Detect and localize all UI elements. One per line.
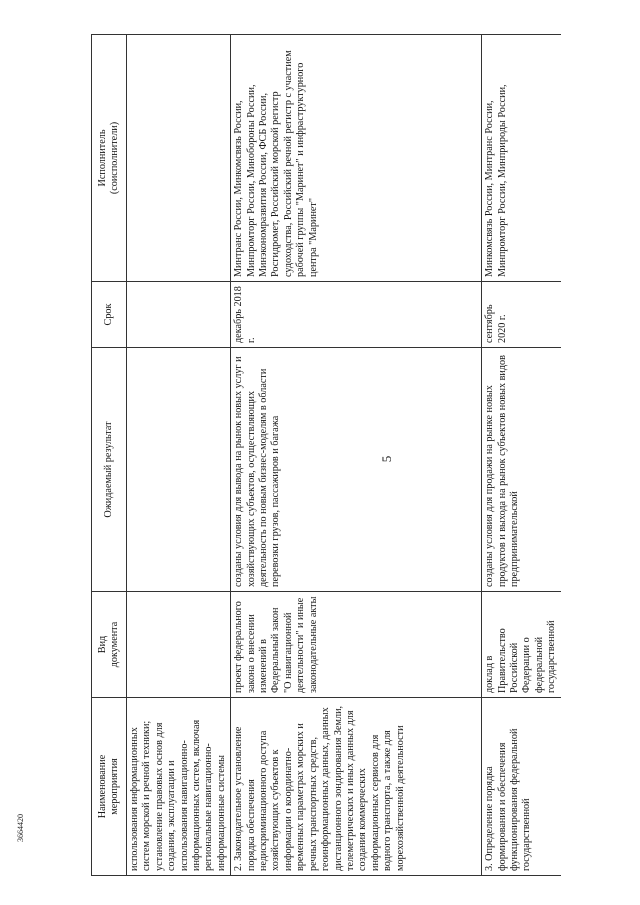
cell-name: 2. Законодательное установление порядка обеспечения недискриминационного доступа хозяйствующих субъектов к информации о координатно-временных параметрах морских и речных транспортных средств, геоинформационных данных, данных дистанционного зондирования Земли, телеметрических и иных данных для создания коммерческих информационных сервисов для водного транспорта, а также для морехозяйственной деятельности <box>231 698 482 876</box>
table-row <box>482 35 561 876</box>
header-executor: Исполнитель (соисполнители) <box>92 35 127 282</box>
measures-table-wrapper <box>91 35 608 876</box>
cell-deadline <box>127 282 231 348</box>
table-header-row <box>92 35 127 876</box>
cell-deadline: декабрь 2018 г. <box>231 282 482 348</box>
footer-code: 3664420 <box>16 814 25 842</box>
cell-document: доклад в Правительство Российской Федерации о федеральной государственной <box>482 592 561 698</box>
table-row <box>231 35 482 876</box>
cell-executor <box>127 35 231 282</box>
cell-result <box>127 348 231 592</box>
header-name: Наименование мероприятия <box>92 698 127 876</box>
header-deadline: Срок <box>92 282 127 348</box>
cell-document: проект федерального закона о внесении изменений в Федеральный закон "О навигационной деятельности" и иные законодательные акты <box>231 592 482 698</box>
measures-table <box>91 34 561 876</box>
cell-name: использования информационных систем морской и речной техники; установление правовых основ для создания, эксплуатации и использования навигационно-информационных систем, включая региональные навигационно-информационные системы <box>127 698 231 876</box>
page-number: 5 <box>379 455 394 463</box>
table-row <box>127 35 231 876</box>
cell-executor: Минтранс России, Минкомсвязь России, Минпромторг России, Минобороны России, Минэкономразвития России, ФСБ России, Росгидромет, Российский морской регистр судоходства, Российский речной регистр с участием рабочей группы "Маринет" и инфраструктурного центра "Маринет" <box>231 35 482 282</box>
cell-deadline: сентябрь 2020 г. <box>482 282 561 348</box>
header-result: Ожидаемый результат <box>92 348 127 592</box>
cell-name: 3. Определение порядка формирования и обеспечения функционирования федеральной государственной <box>482 698 561 876</box>
cell-result: созданы условия для вывода на рынок новых услуг и хозяйствующих субъектов, осуществляющих деятельность по новым бизнес-моделям в области перевозки грузов, пассажиров и багажа <box>231 348 482 592</box>
cell-document <box>127 592 231 698</box>
header-document: Вид документа <box>92 592 127 698</box>
cell-result: созданы условия для продажи на рынке новых продуктов и выхода на рынок субъектов новых видов предпринимательской <box>482 348 561 592</box>
cell-executor: Минкомсвязь России, Минтранс России, Минпромторг России, Минприроды России, <box>482 35 561 282</box>
